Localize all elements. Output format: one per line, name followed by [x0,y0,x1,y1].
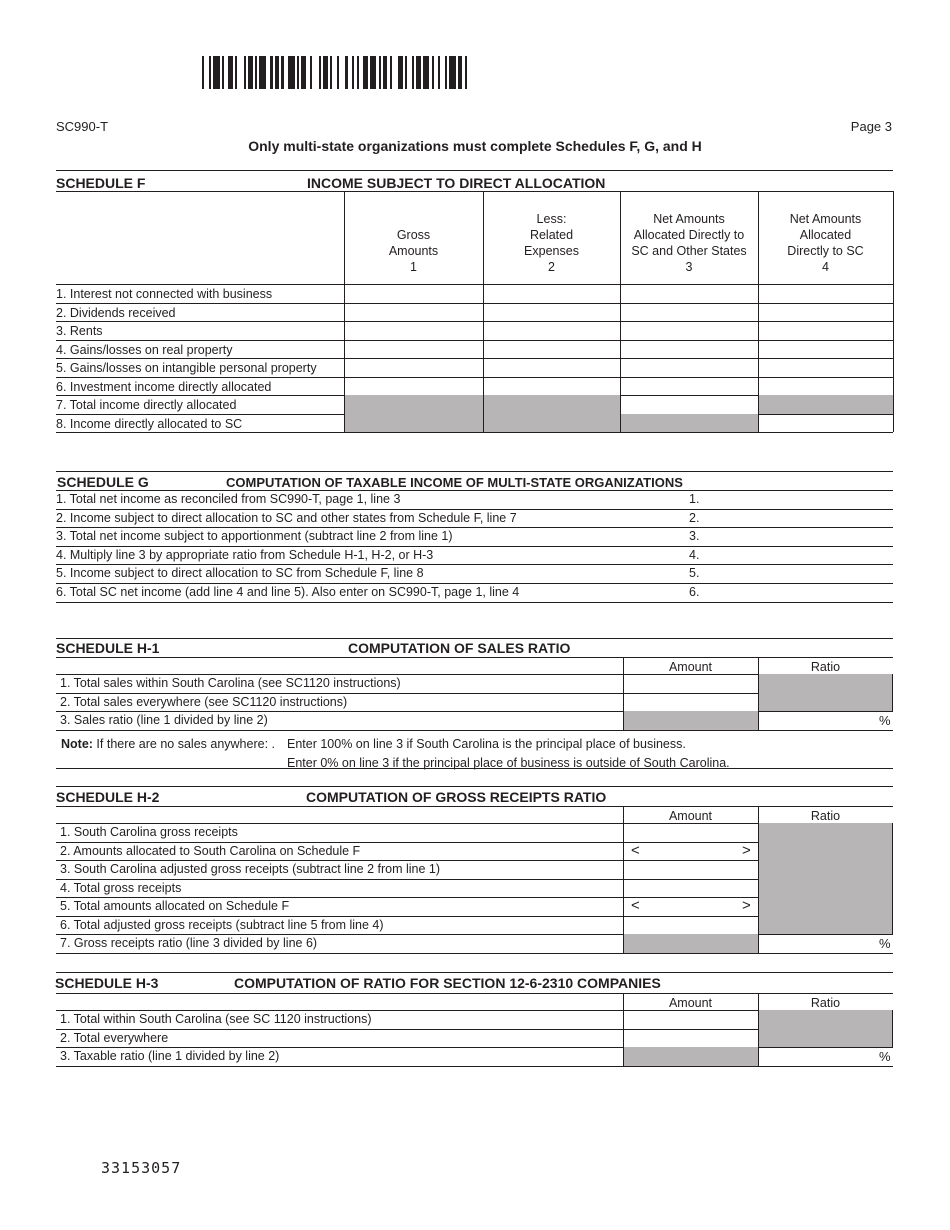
schedule-h1-line-1-amount-field[interactable] [625,675,756,692]
schedule-h3-row-label: 3. Taxable ratio (line 1 divided by line 2) [60,1049,280,1063]
column-rule [758,1010,759,1066]
schedule-h1-line-2-amount-field[interactable] [625,694,756,711]
schedule-h2-row-label: 2. Amounts allocated to South Carolina on Schedule F [60,843,361,858]
line-number: 3. [689,529,700,544]
schedule-f-line-6-col-2-field[interactable] [485,378,618,395]
schedule-f-row-label: 4. Gains/losses on real property [56,342,233,357]
schedule-f-line-3-col-2-field[interactable] [485,322,618,339]
ratio-header: Ratio [810,809,841,823]
column-header-line: Allocated Directly to [633,228,745,242]
schedule-h2-line-5-amount-field[interactable] [625,898,756,915]
line-number: 2. [689,510,700,525]
column-header-line: Expenses [524,244,579,258]
schedule-f-row-label: 6. Investment income directly allocated [56,379,272,394]
schedule-f-line-3-col-3-field[interactable] [622,322,756,339]
shaded-cell [758,395,893,414]
column-header-line: 3 [685,260,693,274]
schedule-h3-line-2-amount-field[interactable] [625,1030,756,1047]
barcode-space [237,56,244,89]
schedule-h2-row-label: 3. South Carolina adjusted gross receipts (subtract line 2 from line 1) [60,862,441,876]
schedule-f-line-6-col-4-field[interactable] [760,378,891,395]
schedule-f-line-2-col-1-field[interactable] [346,304,481,321]
schedule-h2-line-3-amount-field[interactable] [625,861,756,878]
schedule-f-line-2-col-4-field[interactable] [760,304,891,321]
shaded-cell [344,414,483,433]
schedule-g-row-label: 5. Income subject to direct allocation to SC from Schedule F, line 8 [56,566,424,581]
column-header-1 [344,227,483,275]
rule-line [56,953,893,954]
schedule-f-row-label: 8. Income directly allocated to SC [56,416,243,431]
shaded-ratio-block [758,674,893,711]
column-rule [758,284,759,432]
schedule-h1-row-label: 3. Sales ratio (line 1 divided by line 2) [60,713,268,727]
line-number: 1. [689,492,700,506]
column-header-line: 4 [822,260,829,274]
schedule-h2-line-4-amount-field[interactable] [625,880,756,897]
schedule-f-line-5-col-1-field[interactable] [346,359,481,376]
divider [56,638,893,639]
barcode-bar [259,56,266,89]
schedule-f-line-4-col-4-field[interactable] [760,341,891,358]
schedule-h2-line-6-amount-field[interactable] [625,917,756,934]
column-header-2 [483,211,620,275]
schedule-h3-ratio-field[interactable] [760,1048,877,1065]
column-header-line: 2 [548,260,555,274]
rule-line [56,1066,893,1067]
barcode-bar [213,56,220,89]
column-header-line: Directly to SC [787,244,864,258]
note-text: If there are no sales anywhere: . [92,737,275,751]
schedule-g-line-6-field[interactable] [705,584,890,601]
barcode-bar [423,56,430,89]
schedule-f-line-2-col-3-field[interactable] [622,304,756,321]
column-rule [344,284,345,432]
amount-header: Amount [668,660,713,674]
schedule-f-row-label: 5. Gains/losses on intangible personal property [56,361,317,375]
schedule-h3-row-label: 2. Total everywhere [60,1030,169,1045]
column-header-line: SC and Other States [631,244,747,258]
divider [56,786,893,787]
schedule-g-line-4-field[interactable] [705,547,890,564]
schedule-h2-ratio-field[interactable] [760,935,877,952]
percent-sign: % [879,1049,891,1064]
barcode-bar [288,56,295,89]
schedule-g-line-5-field[interactable] [705,565,890,582]
schedule-g-row-label: 4. Multiply line 3 by appropriate ratio from Schedule H-1, H-2, or H-3 [56,547,434,562]
divider [56,972,893,973]
barcode-bar [449,56,456,89]
percent-sign: % [879,713,891,728]
shaded-cell [623,1047,758,1066]
schedule-f-line-8-col-4-field[interactable] [760,415,891,432]
barcode-space [467,56,471,89]
column-rule [758,674,759,730]
rule-line [56,806,893,807]
schedule-h1-row-label: 1. Total sales within South Carolina (see SC1120 instructions) [60,676,401,690]
ratio-header: Ratio [810,660,841,674]
amount-header: Amount [668,809,713,823]
column-rule [758,823,759,953]
column-header-line: Amounts [388,244,439,258]
shaded-cell [483,395,620,414]
shaded-ratio-block [758,1010,893,1047]
schedule-f-line-5-col-4-field[interactable] [760,359,891,376]
column-rule [623,1010,624,1066]
line-number: 5. [689,566,700,581]
schedule-f-line-1-col-3-field[interactable] [622,285,756,302]
schedule-f-line-5-col-2-field[interactable] [485,359,618,376]
schedule-g-row-label: 1. Total net income as reconciled from SC990-T, page 1, line 3 [56,492,401,506]
schedule-f-line-4-col-2-field[interactable] [485,341,618,358]
schedule-f-line-2-col-2-field[interactable] [485,304,618,321]
schedule-g-row-label: 6. Total SC net income (add line 4 and line 5). Also enter on SC990-T, page 1, line 4 [56,585,520,599]
schedule-f-line-5-col-3-field[interactable] [622,359,756,376]
schedule-h2-row-label: 1. South Carolina gross receipts [60,825,238,839]
schedule-h2-row-label: 4. Total gross receipts [60,880,182,895]
divider [56,471,893,472]
schedule-f-line-6-col-1-field[interactable] [346,378,481,395]
close-bracket: > [742,897,751,914]
barcode [202,56,472,89]
open-bracket: < [631,897,640,914]
rule-line [56,993,893,994]
schedule-g-row-label: 3. Total net income subject to apportionment (subtract line 2 from line 1) [56,529,453,544]
schedule-h3-line-1-amount-field[interactable] [625,1011,756,1028]
schedule-h2-row-label: 7. Gross receipts ratio (line 3 divided by line 6) [60,936,318,950]
column-header-line: 1 [410,260,417,274]
rule-line [56,657,893,658]
schedule-f-line-3-col-1-field[interactable] [346,322,481,339]
note-label: Note: [61,737,93,751]
schedule-h2-label: SCHEDULE H-2 [56,789,160,805]
shaded-cell [620,414,758,433]
schedule-h3-row-label: 1. Total within South Carolina (see SC 1120 instructions) [60,1012,372,1026]
column-header-line: Allocated [799,228,852,242]
schedule-g-row-label: 2. Income subject to direct allocation to SC and other states from Schedule F, line 7 [56,510,517,525]
schedule-g-line-2-field[interactable] [705,510,890,527]
column-rule [893,284,894,432]
column-header-3 [620,211,758,275]
column-rule [620,284,621,432]
close-bracket: > [742,841,751,859]
schedule-h1-label: SCHEDULE H-1 [56,640,160,656]
note-line-2: Enter 0% on line 3 if the principal place of business is outside of South Carolina. [287,756,730,770]
schedule-f-label: SCHEDULE F [56,175,146,191]
divider [56,768,893,769]
schedule-f-line-4-col-3-field[interactable] [622,341,756,358]
divider [56,170,893,171]
ocr-code: 33153057 [101,1159,182,1177]
schedule-f-line-4-col-1-field[interactable] [346,341,481,358]
form-id: SC990-T [56,119,109,134]
column-header-line: Net Amounts [653,212,725,226]
schedule-h2-line-1-amount-field[interactable] [625,824,756,841]
schedule-h3-label: SCHEDULE H-3 [55,975,159,991]
column-header-4 [758,211,893,275]
ratio-header: Ratio [810,996,841,1010]
schedule-g-title: COMPUTATION OF TAXABLE INCOME OF MULTI-STATE ORGANIZATIONS [226,475,683,490]
schedule-f-line-7-col-3-field[interactable] [622,396,756,413]
page-number: Page 3 [850,119,892,134]
schedule-f-row-label: 3. Rents [56,324,103,338]
percent-sign: % [879,936,891,951]
barcode-space [312,56,319,89]
notice-heading: Only multi-state organizations must complete Schedules F, G, and H [248,138,702,154]
shaded-cell [344,395,483,414]
schedule-h1-row-label: 2. Total sales everywhere (see SC1120 instructions) [60,694,348,709]
rule-line [56,602,893,603]
shaded-ratio-block [758,823,893,934]
schedule-h2-row-label: 6. Total adjusted gross receipts (subtract line 5 from line 4) [60,917,384,932]
shaded-cell [483,414,620,433]
schedule-f-line-1-col-2-field[interactable] [485,285,618,302]
shaded-cell [623,711,758,730]
column-header-line: Less: [536,212,567,226]
column-rule [623,823,624,953]
schedule-f-line-1-col-1-field[interactable] [346,285,481,302]
schedule-h2-row-label: 5. Total amounts allocated on Schedule F [60,899,290,913]
barcode-bar [370,56,377,89]
schedule-f-title: INCOME SUBJECT TO DIRECT ALLOCATION [307,175,606,191]
amount-header: Amount [668,996,713,1010]
schedule-f-row-label: 2. Dividends received [56,305,176,320]
open-bracket: < [631,841,640,859]
rule-line [56,191,893,192]
schedule-f-row-label: 1. Interest not connected with business [56,287,273,301]
schedule-f-line-3-col-4-field[interactable] [760,322,891,339]
schedule-h1-ratio-field[interactable] [760,712,877,729]
schedule-f-line-6-col-3-field[interactable] [622,378,756,395]
barcode-space [339,56,346,89]
column-header-line: Net Amounts [789,212,862,226]
line-number: 6. [689,585,700,599]
barcode-space [392,56,399,89]
schedule-g-label: SCHEDULE G [57,474,149,490]
schedule-h1-title: COMPUTATION OF SALES RATIO [348,640,571,656]
schedule-h2-title: COMPUTATION OF GROSS RECEIPTS RATIO [306,789,607,805]
schedule-g-line-3-field[interactable] [705,528,890,545]
rule-line [56,730,893,731]
note [61,737,275,751]
column-header-line: Related [529,228,574,242]
schedule-f-row-label: 7. Total income directly allocated [56,398,237,412]
line-number: 4. [689,547,700,562]
column-header-line: Gross [396,228,431,242]
shaded-cell [623,934,758,953]
schedule-h2-line-2-amount-field[interactable] [625,843,756,860]
rule-line [56,432,893,433]
note-line-1: Enter 100% on line 3 if South Carolina is the principal place of business. [287,737,686,751]
schedule-h3-title: COMPUTATION OF RATIO FOR SECTION 12-6-2310 COMPANIES [234,975,661,991]
schedule-f-line-1-col-4-field[interactable] [760,285,891,302]
column-rule [483,284,484,432]
schedule-g-line-1-field[interactable] [705,491,890,508]
column-rule [623,674,624,730]
